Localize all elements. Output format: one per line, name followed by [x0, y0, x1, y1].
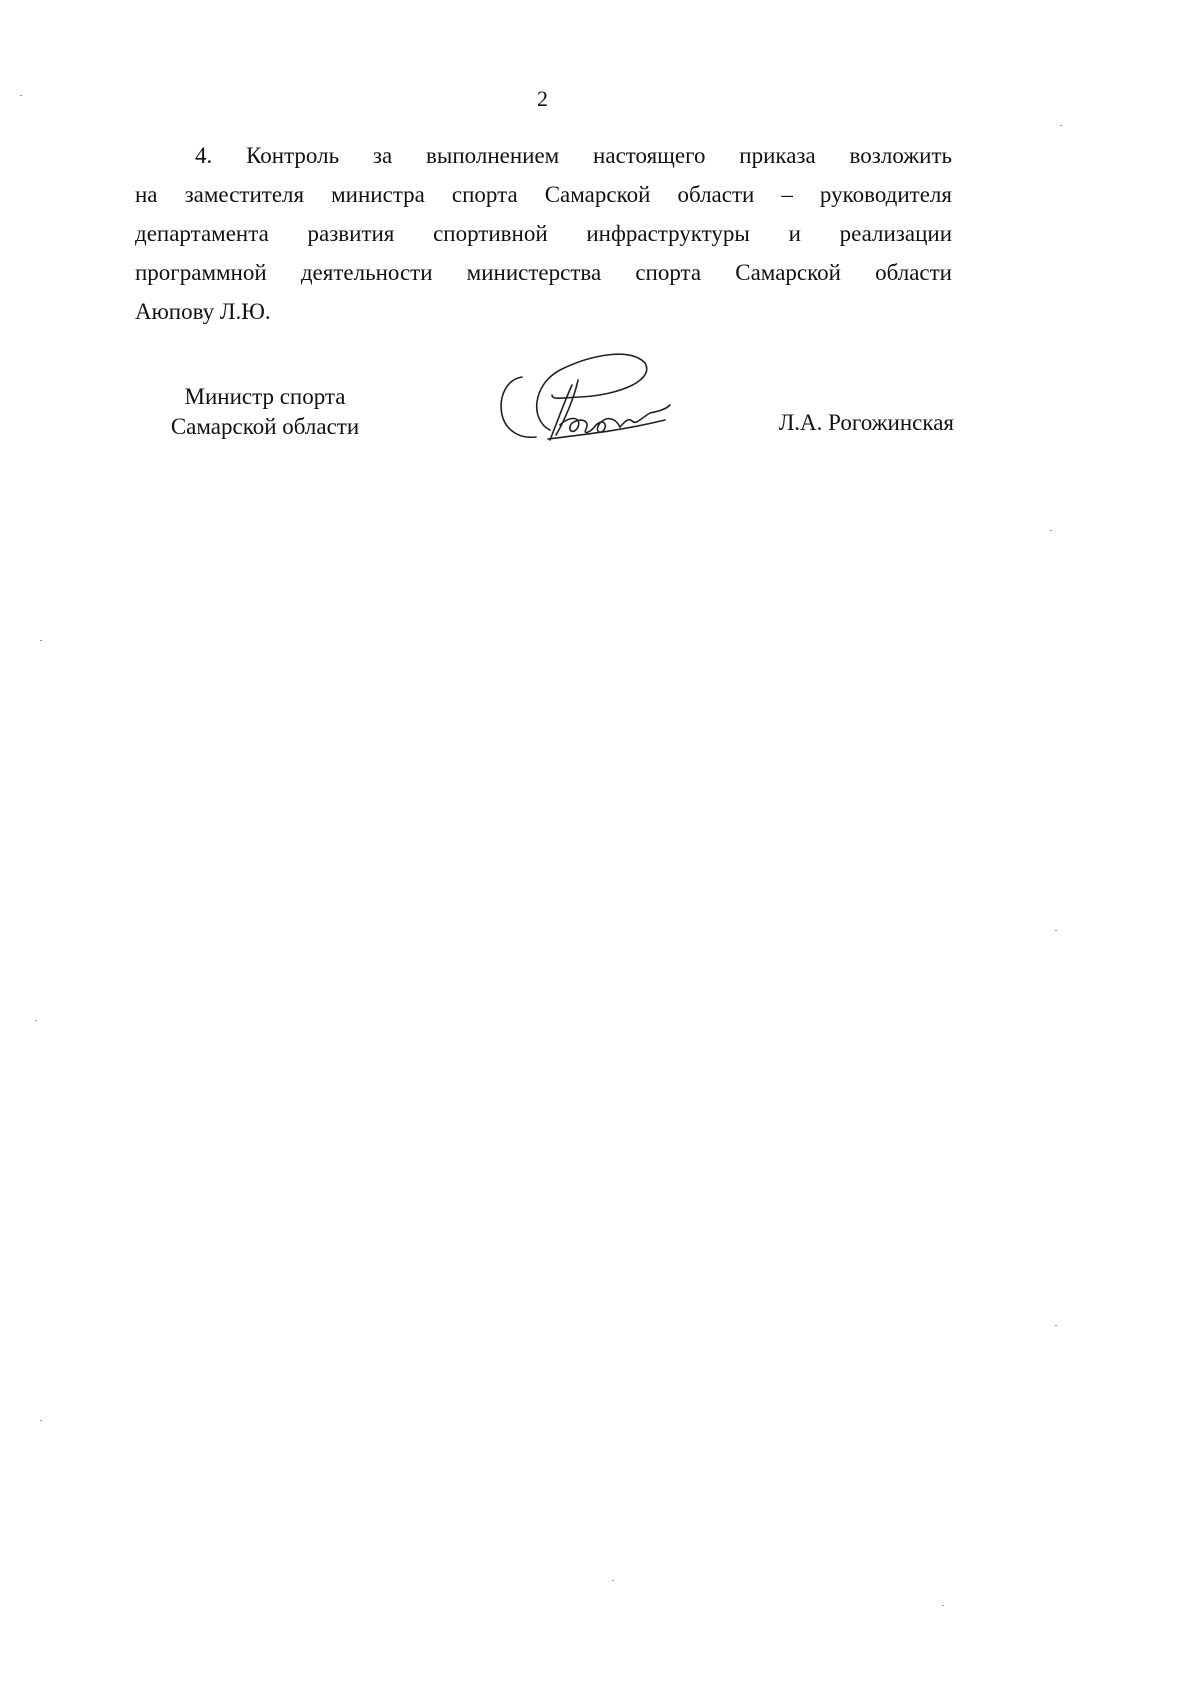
position-line: Министр спорта: [184, 384, 346, 409]
scan-speck: [35, 1020, 37, 1021]
scan-speck: [1060, 125, 1062, 126]
scan-speck: [1055, 1325, 1057, 1326]
scan-speck: [942, 1605, 944, 1606]
paragraph-4: [135, 136, 952, 331]
position-line: Самарской области: [170, 414, 360, 439]
paragraph-line: программной деятельности министерства спорта Самарской области: [135, 260, 952, 285]
paragraph-line: Аюпову Л.Ю.: [135, 299, 271, 324]
scan-speck: [20, 95, 22, 96]
paragraph-line: на заместителя министра спорта Самарской области – руководителя: [135, 182, 952, 207]
handwritten-signature: [490, 335, 690, 455]
scan-speck: [612, 1580, 614, 1581]
signatory-position: [140, 382, 390, 442]
scan-speck: [1050, 530, 1052, 531]
page-number: 2: [537, 86, 548, 111]
scan-speck: [40, 640, 42, 641]
paragraph-line: 4. Контроль за выполнением настоящего приказа возложить: [195, 143, 952, 168]
scan-speck: [1055, 930, 1057, 931]
signatory-name: Л.А. Рогожинская: [778, 410, 954, 435]
scan-speck: [40, 1420, 42, 1421]
paragraph-line: департамента развития спортивной инфраструктуры и реализации: [135, 221, 952, 246]
